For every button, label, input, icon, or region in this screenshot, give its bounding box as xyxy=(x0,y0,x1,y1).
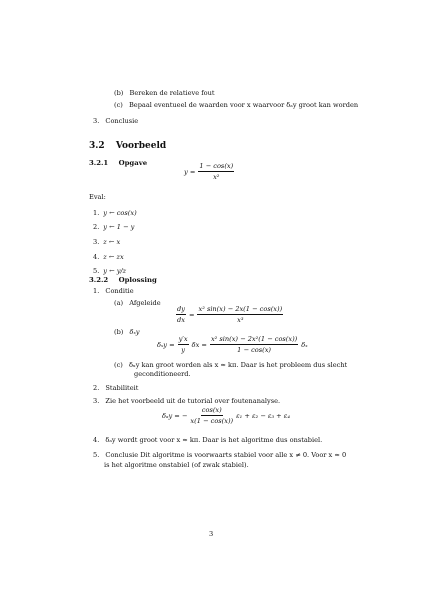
fraction xyxy=(178,335,189,354)
subsection-number: 3.2.1 xyxy=(89,159,109,167)
numerator: dy xyxy=(176,305,186,315)
section-heading xyxy=(89,141,166,152)
solution-item-2 xyxy=(93,384,138,392)
subsection-number: 3.2.2 xyxy=(89,276,109,284)
solution-item-c-continued: geconditioneerd. xyxy=(134,370,191,378)
fraction xyxy=(176,305,186,324)
list-item-3 xyxy=(93,117,138,125)
eval-label: Eval: xyxy=(89,193,106,201)
solution-item-b xyxy=(114,328,140,336)
list-item-b xyxy=(114,89,215,97)
item-number: 5. xyxy=(93,451,100,459)
item-label: (c) xyxy=(114,101,123,109)
item-text: Afgeleide xyxy=(129,299,161,307)
numerator: y′x xyxy=(178,335,189,345)
denominator: x² xyxy=(213,173,220,182)
solution-item-5 xyxy=(93,451,346,459)
section-number: 3.2 xyxy=(89,141,105,151)
item-text: Stabiliteit xyxy=(105,384,139,392)
item-number: 1. xyxy=(93,287,100,295)
item-text: Conditie xyxy=(105,287,134,295)
section-title: Voorbeeld xyxy=(115,141,167,151)
equation-tail: δₓ xyxy=(301,340,308,349)
item-text: Bepaal eventueel de waarden voor x waarvoor δₐy groot kan worden xyxy=(128,101,359,109)
subsection-title: Oplossing xyxy=(118,276,157,284)
page-number: 3 xyxy=(209,530,214,538)
eval-step xyxy=(93,267,126,275)
item-text: Zie het voorbeeld uit de tutorial over foutenanalyse. xyxy=(105,397,281,405)
fraction xyxy=(198,162,234,181)
step-text: z ← zx xyxy=(103,253,124,261)
step-number: 3. xyxy=(93,238,100,246)
step-number: 2. xyxy=(93,223,100,231)
solution-item-3 xyxy=(93,397,280,405)
item-label: (b) xyxy=(114,89,124,97)
equation-mid: δx = xyxy=(191,340,207,349)
denominator: 1 − cos(x) xyxy=(237,346,271,355)
numerator: x² sin(x) − 2x²(1 − cos(x)) xyxy=(210,335,298,345)
equation-tail: ε₁ + ε₂ − ε₃ + ε₄ xyxy=(236,411,290,420)
eval-step xyxy=(93,238,120,246)
item-number: 3. xyxy=(93,117,100,125)
item-label: (c) xyxy=(114,361,123,369)
item-text: δₐy wordt groot voor x ≈ kπ. Daar is het algoritme dus onstabiel. xyxy=(105,436,323,444)
step-number: 5. xyxy=(93,267,100,275)
fraction xyxy=(190,406,233,425)
eval-step xyxy=(93,209,137,217)
denominator: x³ xyxy=(237,316,244,325)
denominator: x(1 − cos(x)) xyxy=(190,417,234,426)
subsection-heading xyxy=(89,276,157,285)
equation-derivative xyxy=(176,305,283,324)
item-text: Conclusie Dit algoritme is voorwaarts stabiel voor alle x ≠ 0. Voor x ≈ 0 xyxy=(105,451,347,459)
step-text: z ← x xyxy=(103,238,121,246)
numerator: x² sin(x) − 2x(1 − cos(x)) xyxy=(197,305,283,315)
item-number: 3. xyxy=(93,397,100,405)
denominator: y xyxy=(181,346,186,355)
solution-item-1 xyxy=(93,287,134,295)
step-text: y ← 1 − y xyxy=(103,223,135,231)
item-label: (a) xyxy=(114,299,124,307)
solution-item-5-continued: is het algoritme onstabiel (of zwak stabiel). xyxy=(104,461,249,469)
eval-step xyxy=(93,223,134,231)
equation-stability xyxy=(162,406,290,425)
list-item-c xyxy=(114,101,358,109)
item-number: 2. xyxy=(93,384,100,392)
step-text: y ← cos(x) xyxy=(103,209,137,217)
fraction xyxy=(210,335,298,354)
eval-step xyxy=(93,253,124,261)
solution-item-4 xyxy=(93,436,322,444)
numerator: 1 − cos(x) xyxy=(198,162,234,172)
equation-delta xyxy=(157,335,308,354)
item-text: Conclusie xyxy=(105,117,139,125)
step-number: 4. xyxy=(93,253,100,261)
fraction xyxy=(197,305,283,324)
item-text: δₓy xyxy=(129,328,140,336)
item-label: (b) xyxy=(114,328,124,336)
numerator: cos(x) xyxy=(201,406,223,416)
subsection-heading xyxy=(89,159,147,168)
item-number: 4. xyxy=(93,436,100,444)
equation-lhs: y = xyxy=(184,167,196,176)
item-text: Bereken de relatieve fout xyxy=(129,89,215,97)
step-number: 1. xyxy=(93,209,100,217)
solution-item-c xyxy=(114,361,347,369)
subsection-title: Opgave xyxy=(118,159,148,167)
equation-lhs: δₐy = − xyxy=(162,411,188,420)
item-text: δₓy kan groot worden als x ≈ kπ. Daar is het probleem dus slecht xyxy=(128,361,348,369)
denominator: dx xyxy=(177,316,185,325)
equals-sign: = xyxy=(188,310,195,319)
equation-main xyxy=(184,162,234,181)
solution-item-a xyxy=(114,299,161,307)
step-text: y ← y/z xyxy=(103,267,127,275)
equation-lhs: δₓy = xyxy=(157,340,175,349)
